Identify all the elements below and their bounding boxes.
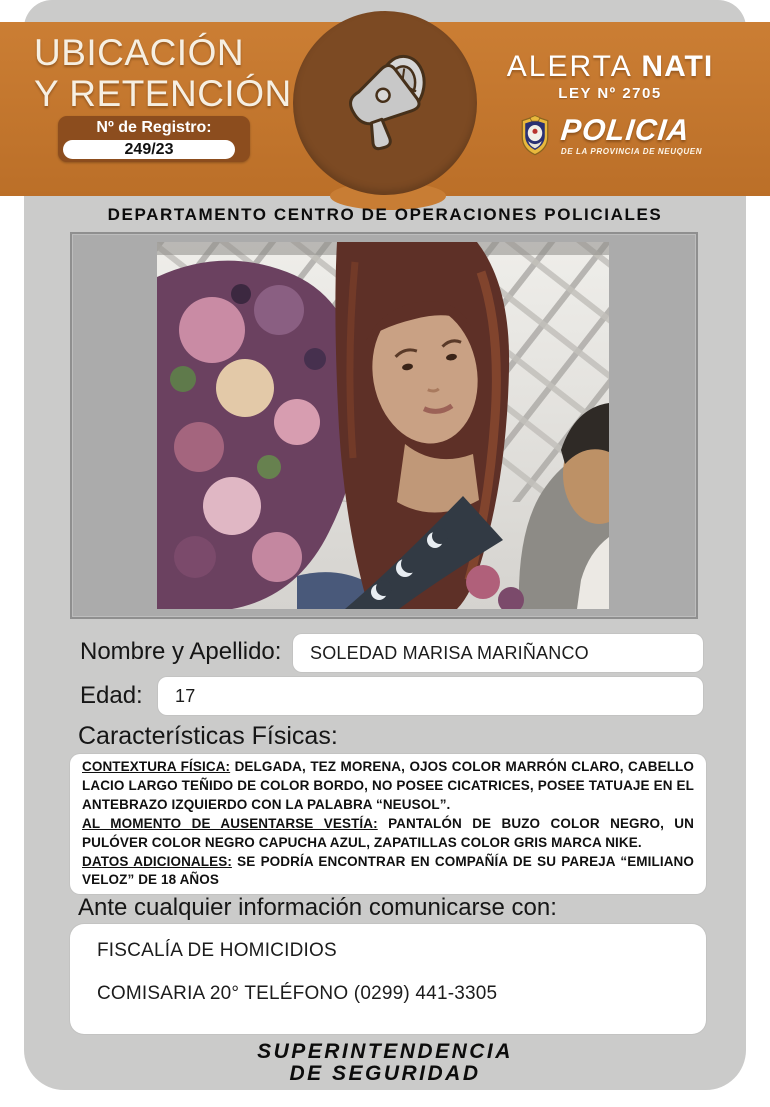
footer-line1: SUPERINTENDENCIA <box>257 1040 513 1063</box>
contact-heading: Ante cualquier información comunicarse con: <box>78 894 557 921</box>
age-label: Edad: <box>80 682 143 709</box>
characteristic-item <box>82 815 694 853</box>
police-subtitle: DE LA PROVINCIA DE NEUQUEN <box>560 146 703 156</box>
registry-box <box>58 116 250 162</box>
characteristic-label: DATOS ADICIONALES: <box>82 853 232 869</box>
alert-title <box>470 50 750 84</box>
characteristic-item <box>82 758 694 815</box>
characteristic-text: PANTALÓN DE BUZO COLOR NEGRO, UN PULÓVER COLOR NEGRO CAPUCHA AZUL, ZAPATILLAS COLOR GRIS MARCA NIKE. <box>82 815 694 850</box>
poster-title-line1: UBICACIÓN <box>34 32 245 73</box>
contact-line: FISCALÍA DE HOMICIDIOS <box>97 940 337 961</box>
poster-title <box>34 32 292 114</box>
registry-label: Nº de Registro: <box>96 119 212 136</box>
alert-word: ALERTA <box>506 50 642 83</box>
poster-title-line2: Y RETENCIÓN <box>34 73 292 114</box>
missing-person-photo <box>157 242 609 609</box>
characteristic-item <box>82 853 694 891</box>
police-logo <box>470 115 750 157</box>
age-value: 17 <box>175 686 196 706</box>
law-number: LEY Nº 2705 <box>558 85 662 102</box>
characteristics-box <box>70 754 706 894</box>
photo-illustration <box>157 242 609 609</box>
megaphone-medallion <box>293 11 477 195</box>
characteristic-text: SE PODRÍA ENCONTRAR EN COMPAÑÍA DE SU PAREJA “EMILIANO VELOZ” DE 18 AÑOS <box>82 853 694 888</box>
police-wordmark <box>559 113 703 156</box>
contact-box <box>70 924 706 1034</box>
footer-line2: DE SEGURIDAD <box>289 1062 481 1085</box>
footer-title <box>24 1041 746 1085</box>
characteristic-label: AL MOMENTO DE AUSENTARSE VESTÍA: <box>82 815 378 831</box>
characteristic-label: CONTEXTURA FÍSICA: <box>82 759 231 774</box>
photo-frame <box>70 232 698 619</box>
characteristics-heading: Características Físicas: <box>78 722 338 750</box>
age-field <box>158 677 703 715</box>
alert-block <box>470 50 750 157</box>
characteristic-text: DELGADA, TEZ MORENA, OJOS COLOR MARRÓN CLARO, CABELLO LACIO LARGO TEÑIDO DE COLOR BORDO, NO POSEE CICATRICES, POSEE TATUAJE EN EL ANTEBRAZO IZQUIERDO CON LA PALABRA “NEUSOL”. <box>82 759 694 812</box>
name-label: Nombre y Apellido: <box>80 638 282 665</box>
police-name: POLICIA <box>559 113 692 147</box>
megaphone-icon <box>322 40 448 166</box>
department-title: DEPARTAMENTO CENTRO DE OPERACIONES POLICIALES <box>107 205 663 224</box>
name-field <box>293 634 703 672</box>
police-shield-icon <box>518 115 552 157</box>
name-value: SOLEDAD MARISA MARIÑANCO <box>310 643 589 663</box>
registry-number: 249/23 <box>63 140 235 159</box>
alert-word-bold: NATI <box>641 50 714 83</box>
contact-line: COMISARIA 20° TELÉFONO (0299) 441-3305 <box>97 983 498 1004</box>
